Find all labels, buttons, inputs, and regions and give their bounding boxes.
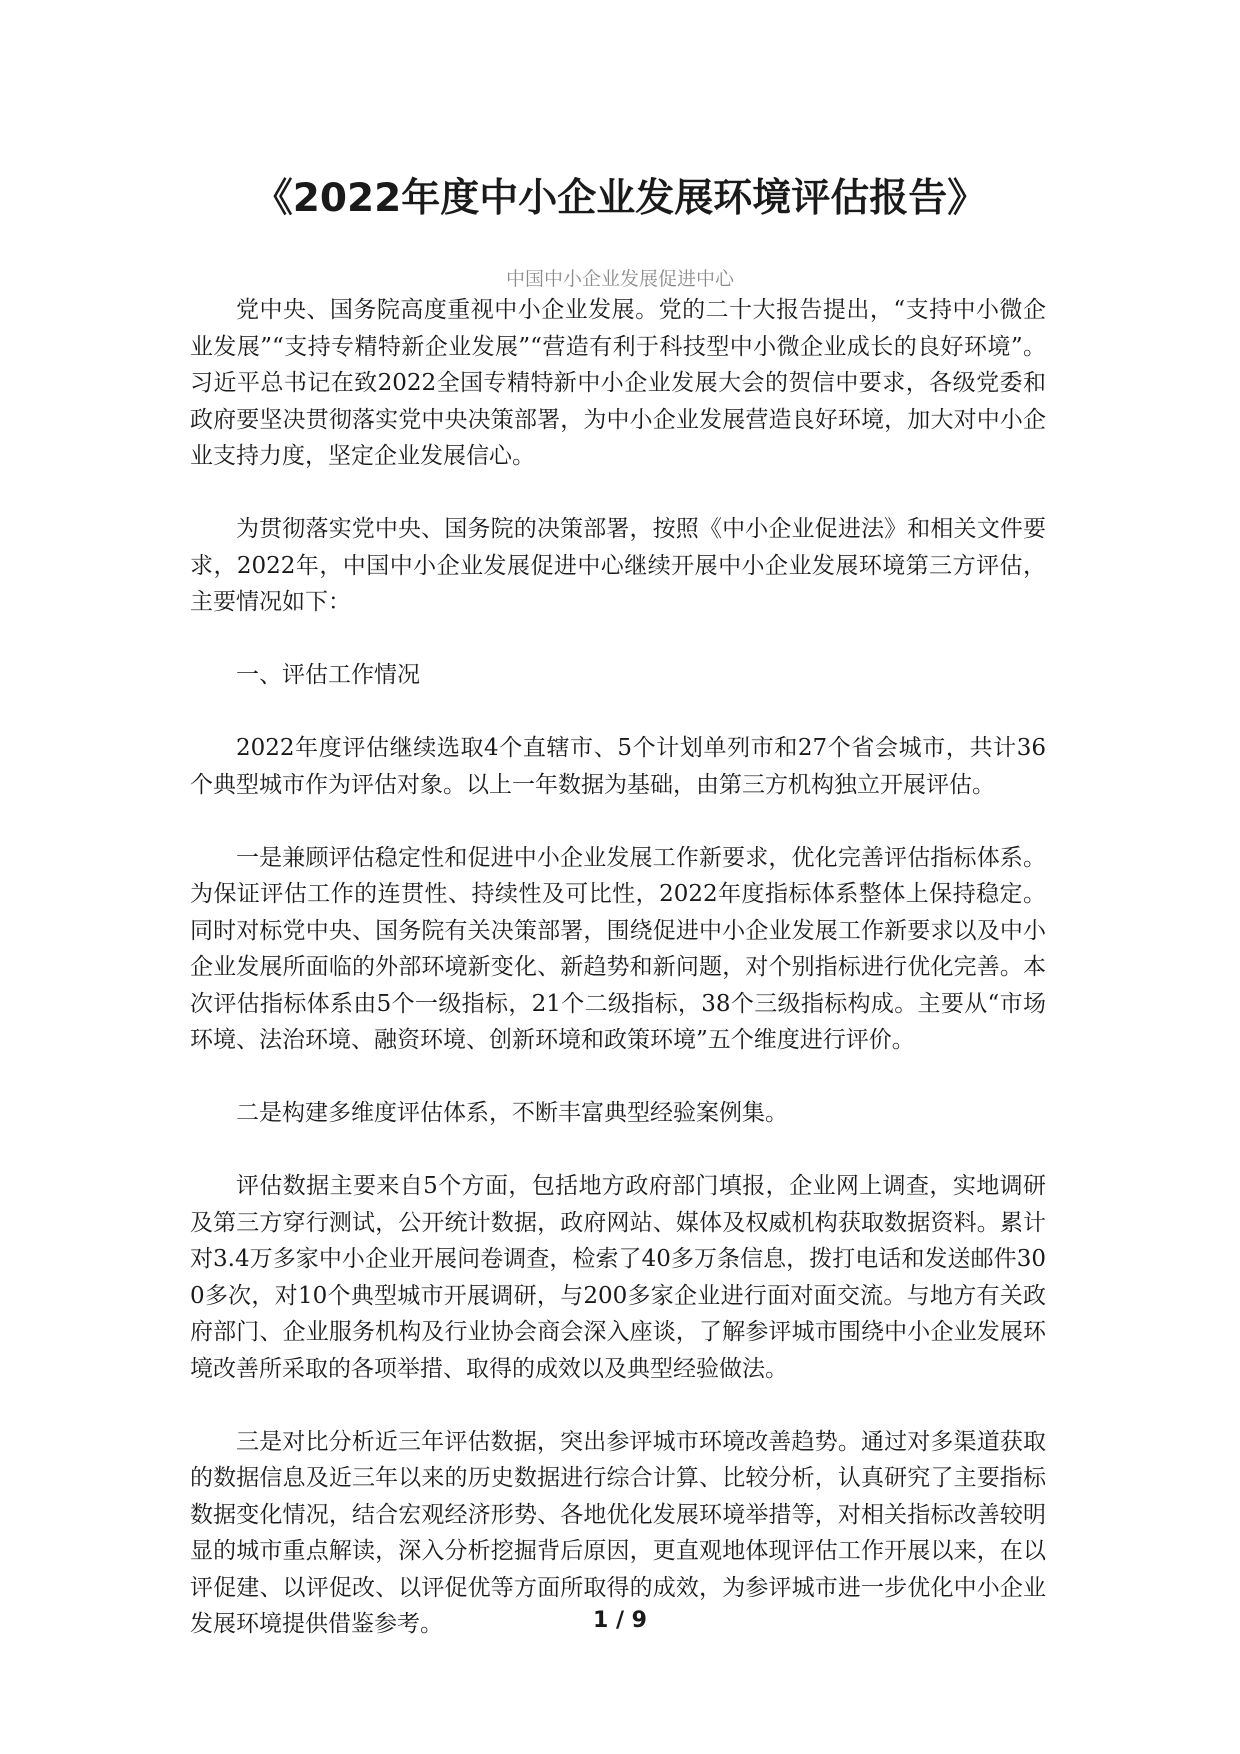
paragraph: 二是构建多维度评估体系，不断丰富典型经验案例集。 bbox=[236, 1100, 788, 1126]
page-number: 1 / 9 bbox=[593, 1608, 647, 1633]
paragraph: 评估数据主要来自5个方面，包括地方政府部门填报，企业网上调查，实地调研及第三方穿行测试，公开统计数据，政府网站、媒体及权威机构获取数据资料。累计对3.4万多家中小企业开展问卷调查，检索了40多万条信息，拨打电话和发送邮件300多次，对10个典型城市开展调研，与200多家企业进行面对面交流。与地方有关政府部门、企业服务机构及行业协会商会深入座谈，了解参评城市围绕中小企业发展环境改善所采取的各项举措、取得的成效以及典型经验做法。 bbox=[190, 1173, 1046, 1382]
document-author: 中国中小企业发展促进中心 bbox=[505, 268, 734, 290]
document-body bbox=[190, 292, 1046, 1679]
document-title: 《2022年度中小企业发展环境评估报告》 bbox=[253, 176, 987, 221]
section-heading: 一、评估工作情况 bbox=[236, 662, 420, 688]
paragraph: 一是兼顾评估稳定性和促进中小企业发展工作新要求，优化完善评估指标体系。为保证评估工作的连贯性、持续性及可比性，2022年度指标体系整体上保持稳定。同时对标党中央、国务院有关决策部署，围绕促进中小企业发展工作新要求以及中小企业发展所面临的外部环境新变化、新趋势和新问题，对个别指标进行优化完善。本次评估指标体系由5个一级指标，21个二级指标，38个三级指标构成。主要从“市场环境、法治环境、融资环境、创新环境和政策环境”五个维度进行评价。 bbox=[190, 844, 1046, 1053]
paragraph: 2022年度评估继续选取4个直辖市、5个计划单列市和27个省会城市，共计36个典型城市作为评估对象。以上一年数据为基础，由第三方机构独立开展评估。 bbox=[190, 735, 1046, 798]
paragraph: 三是对比分析近三年评估数据，突出参评城市环境改善趋势。通过对多渠道获取的数据信息及近三年以来的历史数据进行综合计算、比较分析，认真研究了主要指标数据变化情况，结合宏观经济形势、各地优化发展环境举措等，对相关指标改善较明显的城市重点解读，深入分析挖掘背后原因，更直观地体现评估工作开展以来，在以评促建、以评促改、以评促优等方面所取得的成效，为参评城市进一步优化中小企业发展环境提供借鉴参考。 bbox=[190, 1428, 1046, 1637]
paragraph: 党中央、国务院高度重视中小企业发展。党的二十大报告提出，“支持中小微企业发展”“支持专精特新企业发展”“营造有利于科技型中小微企业成长的良好环境”。习近平总书记在致2022全国专精特新中小企业发展大会的贺信中要求，各级党委和政府要坚决贯彻落实党中央决策部署，为中小企业发展营造良好环境，加大对中小企业支持力度，坚定企业发展信心。 bbox=[190, 297, 1046, 469]
paragraph: 为贯彻落实党中央、国务院的决策部署，按照《中小企业促进法》和相关文件要求，2022年，中国中小企业发展促进中心继续开展中小企业发展环境第三方评估，主要情况如下： bbox=[190, 516, 1046, 615]
